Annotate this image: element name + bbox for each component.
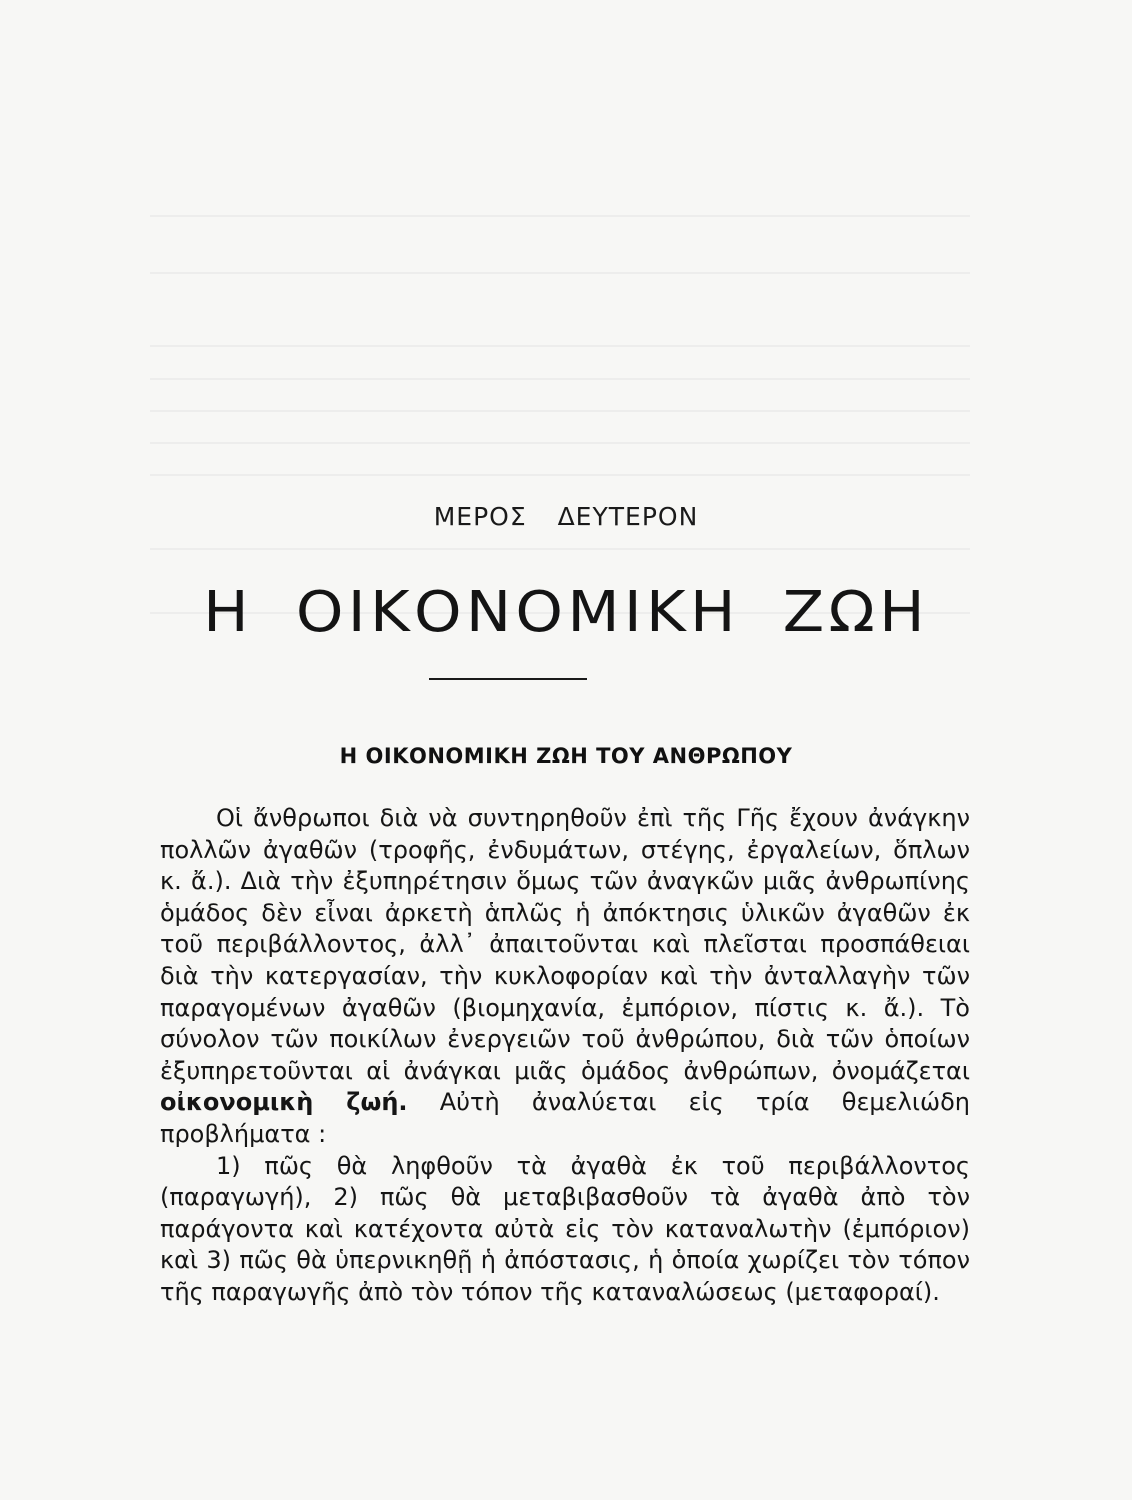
part-label: ΜΕΡΟΣ ΔΕΥΤΕΡΟΝ: [433, 502, 699, 531]
show-through-line: [150, 378, 970, 380]
show-through-line: [150, 215, 970, 217]
key-term: οἰκονομικὴ ζωή.: [160, 1088, 408, 1117]
show-through-line: [150, 548, 970, 550]
show-through-line: [150, 272, 970, 274]
title-divider: [429, 678, 587, 680]
paragraph-intro-text: Οἱ ἄνθρωποι διὰ νὰ συντηρηθοῦν ἐπὶ τῆς Γῆς ἔχουν ἀνάγκην πολλῶν ἀγαθῶν (τροφῆς, ἐνδυμάτων, στέγης, ἐργαλείων, ὅπλων κ. ἄ.). Διὰ τὴν ἐξυπηρέτησιν ὅμως τῶν ἀναγκῶν μιᾶς ἀνθρωπίνης ὁμάδος δὲν εἶναι ἀρκετὴ ἁπλῶς ἡ ἀπόκτησις ὑλικῶν ἀγαθῶν ἐκ τοῦ περιβάλλοντος, ἀλλ᾽ ἀπαιτοῦνται καὶ πλεῖσται προσπάθειαι διὰ τὴν κατεργασίαν, τὴν κυκλοφορίαν καὶ τὴν ἀνταλλαγὴν τῶν παραγομένων ἀγαθῶν (βιομηχανία, ἐμπόριον, πίστις κ. ἄ.). Τὸ σύνολον τῶν ποικίλων ἐνεργειῶν τοῦ ἀνθρώπου, διὰ τῶν ὁποίων ἐξυπηρετοῦνται αἱ ἀνάγκαι μιᾶς ὁμάδος ἀνθρώπων, ὀνομάζεται: [160, 804, 970, 1085]
show-through-line: [150, 410, 970, 412]
show-through-line: [150, 442, 970, 444]
body-text: [160, 803, 970, 1309]
section-heading: Η ΟΙΚΟΝΟΜΙΚΗ ΖΩΗ ΤΟΥ ΑΝΘΡΩΠΟΥ: [339, 744, 793, 768]
paragraph-intro: [160, 803, 970, 1151]
paragraph-intro-tail: Αὐτὴ ἀναλύεται εἰς τρία θεμελιώδη προβλήματα :: [160, 1088, 970, 1148]
page-title: Η ΟΙΚΟΝΟΜΙΚΗ ΖΩΗ: [203, 580, 929, 645]
paragraph-problems: 1) πῶς θὰ ληφθοῦν τὰ ἀγαθὰ ἐκ τοῦ περιβάλλοντος (παραγωγή), 2) πῶς θὰ μεταβιβασθοῦν τὰ ἀγαθὰ ἀπὸ τὸν παράγοντα καὶ κατέχοντα αὐτὰ εἰς τὸν καταναλωτὴν (ἐμπόριον) καὶ 3) πῶς θὰ ὑπερνικηθῇ ἡ ἀπόστασις, ἡ ὁποία χωρίζει τὸν τόπον τῆς παραγωγῆς ἀπὸ τὸν τόπον τῆς καταναλώσεως (μεταφοραί).: [160, 1151, 970, 1306]
show-through-line: [150, 474, 970, 476]
show-through-line: [150, 345, 970, 347]
